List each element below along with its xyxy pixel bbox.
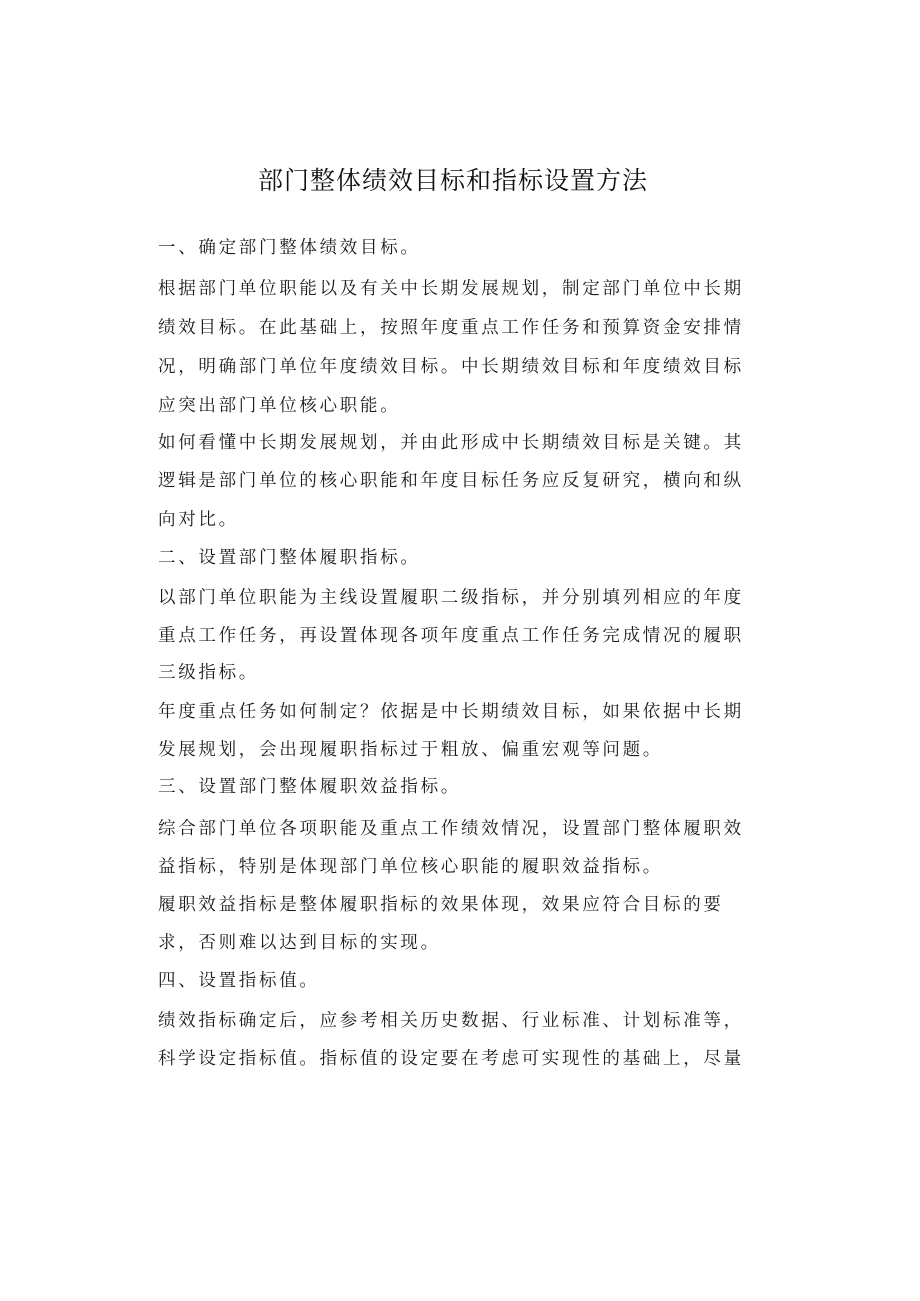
paragraph-line: 如何看懂中长期发展规划，并由此形成中长期绩效目标是关键。其 xyxy=(158,433,744,453)
paragraph-line: 求，否则难以达到目标的实现。 xyxy=(158,933,441,953)
section-heading-1: 一、确定部门整体绩效目标。 xyxy=(158,238,421,258)
paragraph-line: 向对比。 xyxy=(158,510,239,530)
paragraph-line: 年度重点任务如何制定？依据是中长期绩效目标，如果依据中长期 xyxy=(158,702,744,722)
paragraph-line: 根据部门单位职能以及有关中长期发展规划，制定部门单位中长期 xyxy=(158,279,744,299)
paragraph-line: 逻辑是部门单位的核心职能和年度目标任务应反复研究，横向和纵 xyxy=(158,471,744,491)
paragraph-line: 绩效指标确定后，应参考相关历史数据、行业标准、计划标准等， xyxy=(158,1011,744,1031)
section-heading-4: 四、设置指标值。 xyxy=(158,971,320,991)
document-title: 部门整体绩效目标和指标设置方法 xyxy=(257,166,648,195)
section-heading-3: 三、设置部门整体履职效益指标。 xyxy=(158,777,461,797)
paragraph-line: 重点工作任务，再设置体现各项年度重点工作任务完成情况的履职 xyxy=(158,626,744,646)
paragraph-line: 绩效目标。在此基础上，按照年度重点工作任务和预算资金安排情 xyxy=(158,318,744,338)
paragraph-line: 科学设定指标值。指标值的设定要在考虑可实现性的基础上，尽量 xyxy=(158,1049,744,1069)
paragraph-line: 应突出部门单位核心职能。 xyxy=(158,396,401,416)
paragraph-line: 履职效益指标是整体履职指标的效果体现，效果应符合目标的要 xyxy=(158,895,724,915)
paragraph-line: 以部门单位职能为主线设置履职二级指标，并分别填列相应的年度 xyxy=(158,588,744,608)
section-heading-2: 二、设置部门整体履职指标。 xyxy=(158,548,421,568)
paragraph-line: 综合部门单位各项职能及重点工作绩效情况，设置部门整体履职效 xyxy=(158,819,744,839)
paragraph-line: 况，明确部门单位年度绩效目标。中长期绩效目标和年度绩效目标 xyxy=(158,357,744,377)
paragraph-line: 三级指标。 xyxy=(158,663,259,683)
paragraph-line: 发展规划，会出现履职指标过于粗放、偏重宏观等问题。 xyxy=(158,740,663,760)
paragraph-line: 益指标，特别是体现部门单位核心职能的履职效益指标。 xyxy=(158,857,663,877)
